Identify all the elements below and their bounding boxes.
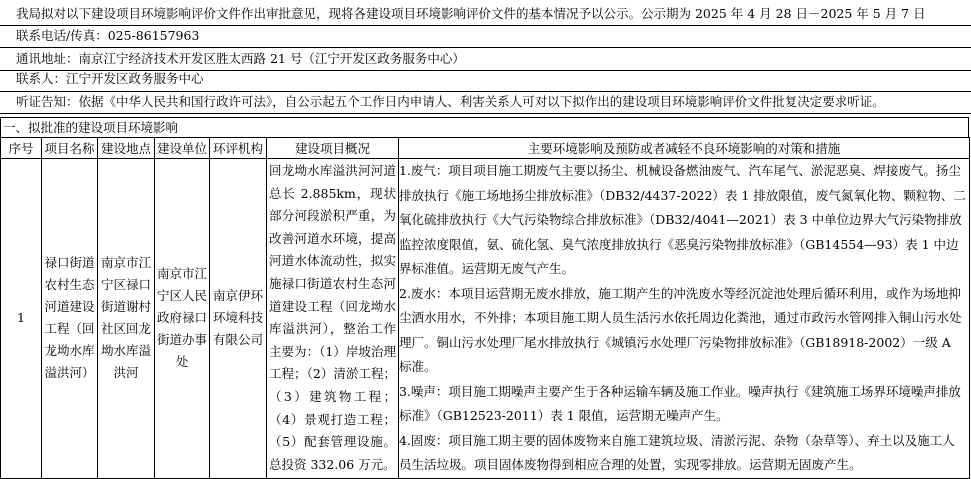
cell-location: 南京市江宁区禄口街道谢村社区回龙坳水库溢洪河: [98, 159, 155, 479]
cell-overview: 回龙坳水库溢洪河河道总长 2.885km，现状部分河段淤积严重，为改善河道水环境，提高河道水体流动性，拟实施禄口街道农村生态河道建设工程（回龙坳水库溢洪河），整治工作主要为：（1）岸坡治理工程；（2）清淤工程；（3）建筑物工程；（4）景观打造工程；（5）配套管理设施。总投资 332.06 万元。: [267, 159, 399, 479]
col-header-index: 序号: [1, 138, 42, 159]
measure-air: 1.废气：项目项目施工期废气主要以扬尘、机械设备燃油废气、汽车尾气、淤泥恶臭、焊接废气。扬尘排放执行《施工场地扬尘排放标准》（DB32/4437-2022）表 1 排放限值，废气氮氧化物、颗粒物、二氧化硫排放执行《大气污染物综合排放标准》（DB32/4041—2021）表 3 中单位边界大气污染物排放监控浓度限值，氨、硫化氢、臭气浓度排放执行《恶臭污染物排放标准》（GB14554—93）表 1 中边界标准值。运营期无废气产生。: [399, 163, 966, 276]
cell-builder: 南京市江宁区人民政府禄口街道办事处: [155, 159, 210, 479]
divider: [0, 113, 971, 114]
cell-index: 1: [1, 159, 42, 479]
contact-address: 通讯地址：南京江宁经济技术开发区胜太西路 21 号（江宁开发区政务服务中心）: [16, 51, 465, 66]
col-header-agency: 环评机构: [210, 138, 267, 159]
cell-project-name: 禄口街道农村生态河道建设工程（回龙坳水库溢洪河）: [42, 159, 98, 479]
col-header-overview: 建设项目概况: [267, 138, 399, 159]
contact-phone: 联系电话/传真：025-86157963: [16, 28, 200, 43]
divider: [0, 47, 971, 48]
table-header-row: [1, 138, 970, 159]
intro-text: 我局拟对以下建设项目环境影响评价文件作出审批意见，现将各建设项目环境影响评价文件的基本情况予以公示。公示期为 2025 年 4 月 28 日－2025 年 5 月 7 日: [16, 6, 926, 21]
measure-water: 2.废水：本项目运营期无废水排放，施工期产生的冲洗废水等经沉淀池处理后循环利用，或作为场地抑尘洒水用水，不外排；本项目施工期人员生活污水依托周边化粪池，通过市政污水管网排入铜山污水处理厂。铜山污水处理厂尾水排放执行《城镇污水处理厂污染物排放标准》（GB18918-2002）一级 A 标准。: [399, 285, 962, 374]
table-row: [1, 159, 970, 479]
col-header-location: 建设地点: [98, 138, 155, 159]
measure-solid-waste: 4.固废：项目施工期主要的固体废物来自施工建筑垃圾、清淤污泥、杂物（杂草等）、弃土以及施工人员生活垃圾。项目固体废物得到相应合理的处置，实现零排放。运营期无固废产生。: [399, 432, 955, 472]
hearing-notice: 听证告知：依据《中华人民共和国行政许可法》，自公示起五个工作日内申请人、利害关系人可对以下拟作出的建设项目环境影响评价文件批复决定要求听证。: [16, 94, 885, 109]
cell-agency: 南京伊环环境科技有限公司: [210, 159, 267, 479]
contact-person: 联系人：江宁开发区政务服务中心: [16, 71, 204, 86]
cell-measures: [399, 159, 970, 479]
col-header-measures: 主要环境影响及预防或者减轻不良环境影响的对策和措施: [399, 138, 970, 159]
project-table: [0, 137, 970, 479]
measure-noise: 3.噪声：项目施工期噪声主要产生于各种运输车辆及施工作业。噪声执行《建筑施工场界环境噪声排放标准》（GB12523-2011）表 1 限值，运营期无噪声产生。: [399, 383, 961, 423]
col-header-builder: 建设单位: [155, 138, 210, 159]
section-title: 一、拟批准的建设项目环境影响: [0, 117, 969, 137]
col-header-name: 项目名称: [42, 138, 98, 159]
